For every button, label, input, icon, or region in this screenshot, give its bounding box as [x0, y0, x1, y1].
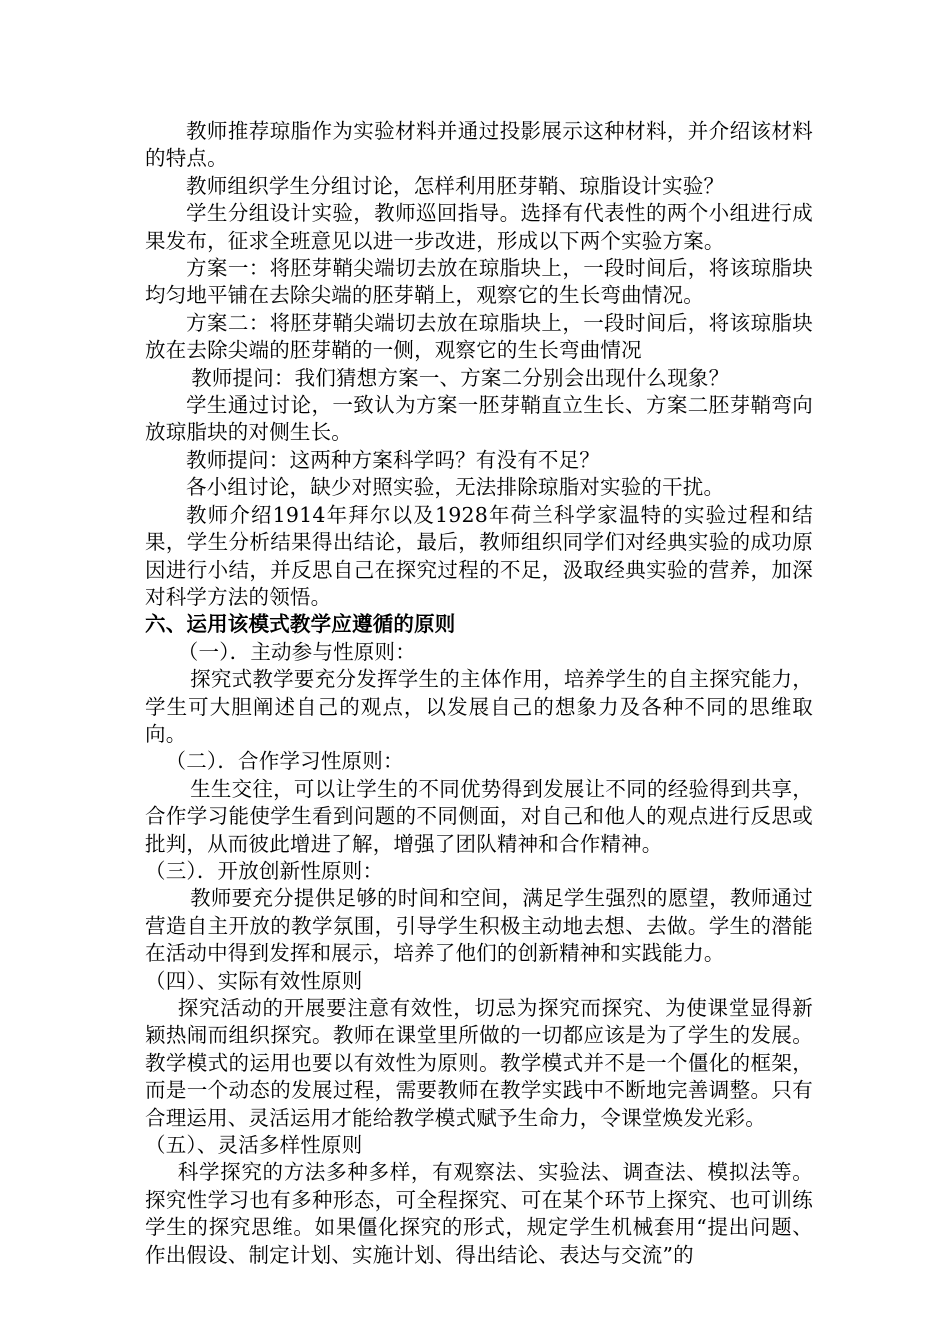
- principle-text-3: 教师要充分提供足够的时间和空间，满足学生强烈的愿望，教师通过营造自主开放的教学氛围，引导学生积极主动地去想、去做。学生的潜能在活动中得到发挥和展示，培养了他们的创新精神和实践能力。: [145, 886, 813, 966]
- principle-title-1: （一）．主动参与性原则：: [177, 639, 416, 664]
- principle-title-4: （四）、实际有效性原则: [145, 968, 363, 993]
- principle-title-5: （五）、灵活多样性原则: [145, 1133, 363, 1158]
- paragraph-plan-two: 方案二：将胚芽鞘尖端切去放在琼脂块上，一段时间后，将该琼脂块放在去除尖端的胚芽鞘的一侧，观察它的生长弯曲情况: [145, 310, 813, 363]
- principle-text-4: 探究活动的开展要注意有效性，切忌为探究而探究、为使课堂显得新颖热闹而组织探究。教师在课堂里所做的一切都应该是为了学生的发展。教学模式的运用也要以有效性为原则。教学模式并不是一个僵化的框架，而是一个动态的发展过程，需要教师在教学实践中不断地完善调整。只有合理运用、灵活运用才能给教学模式赋予生命力，令课堂焕发光彩。: [145, 996, 813, 1130]
- principle-text-2: 生生交往，可以让学生的不同优势得到发展让不同的经验得到共享，合作学习能使学生看到问题的不同侧面，对自己和他人的观点进行反思或批判，从而彼此增进了解，增强了团队精神和合作精神。: [145, 776, 813, 856]
- paragraph-teacher-question-1: 教师提问：我们猜想方案一、方案二分别会出现什么现象？: [191, 365, 730, 390]
- principle-text-1: 探究式教学要充分发挥学生的主体作用，培养学生的自主探究能力，学生可大胆阐述自己的观点，以发展自己的想象力及各种不同的思维取向。: [145, 667, 813, 746]
- paragraph-plan-one: 方案一：将胚芽鞘尖端切去放在琼脂块上，一段时间后，将该琼脂块均匀地平铺在去除尖端的胚芽鞘上，观察它的生长弯曲情况。: [145, 256, 813, 308]
- paragraph-student-conclusion: 学生通过讨论，一致认为方案一胚芽鞘直立生长、方案二胚芽鞘弯向放琼脂块的对侧生长。: [145, 393, 813, 445]
- paragraph-group-discussion: 教师组织学生分组讨论，怎样利用胚芽鞘、琼脂设计实验？: [186, 173, 725, 198]
- paragraph-teacher-recommends-agar: 教师推荐琼脂作为实验材料并通过投影展示这种材料，并介绍该材料的特点。: [145, 119, 813, 171]
- principle-title-2: （二）．合作学习性原则：: [165, 749, 404, 774]
- paragraph-teacher-question-2: 教师提问：这两种方案科学吗？有没有不足？: [186, 447, 600, 472]
- paragraph-classic-experiments: 教师介绍1914年拜尔以及1928年荷兰科学家温特的实验过程和结果，学生分析结果得出结论，最后，教师组织同学们对经典实验的成功原因进行小结，并反思自己在探究过程的不足，汲取经典实验的营养，加深对科学方法的领悟。: [145, 502, 813, 609]
- principle-title-3: （三）．开放创新性原则：: [145, 858, 384, 883]
- paragraph-students-design: 学生分组设计实验，教师巡回指导。选择有代表性的两个小组进行成果发布，征求全班意见以进一步改进，形成以下两个实验方案。: [145, 201, 813, 253]
- document-body: [145, 118, 813, 1269]
- section-heading: 六、运用该模式教学应遵循的原则: [145, 612, 456, 637]
- paragraph-group-finding: 各小组讨论，缺少对照实验，无法排除琼脂对实验的干扰。: [186, 475, 725, 500]
- principle-text-5: 科学探究的方法多种多样，有观察法、实验法、调查法、模拟法等。探究性学习也有多种形态，可全程探究、可在某个环节上探究、也可训练学生的探究思维。如果僵化探究的形式，规定学生机械套用“提出问题、作出假设、制定计划、实施计划、得出结论、表达与交流”的: [145, 1160, 813, 1267]
